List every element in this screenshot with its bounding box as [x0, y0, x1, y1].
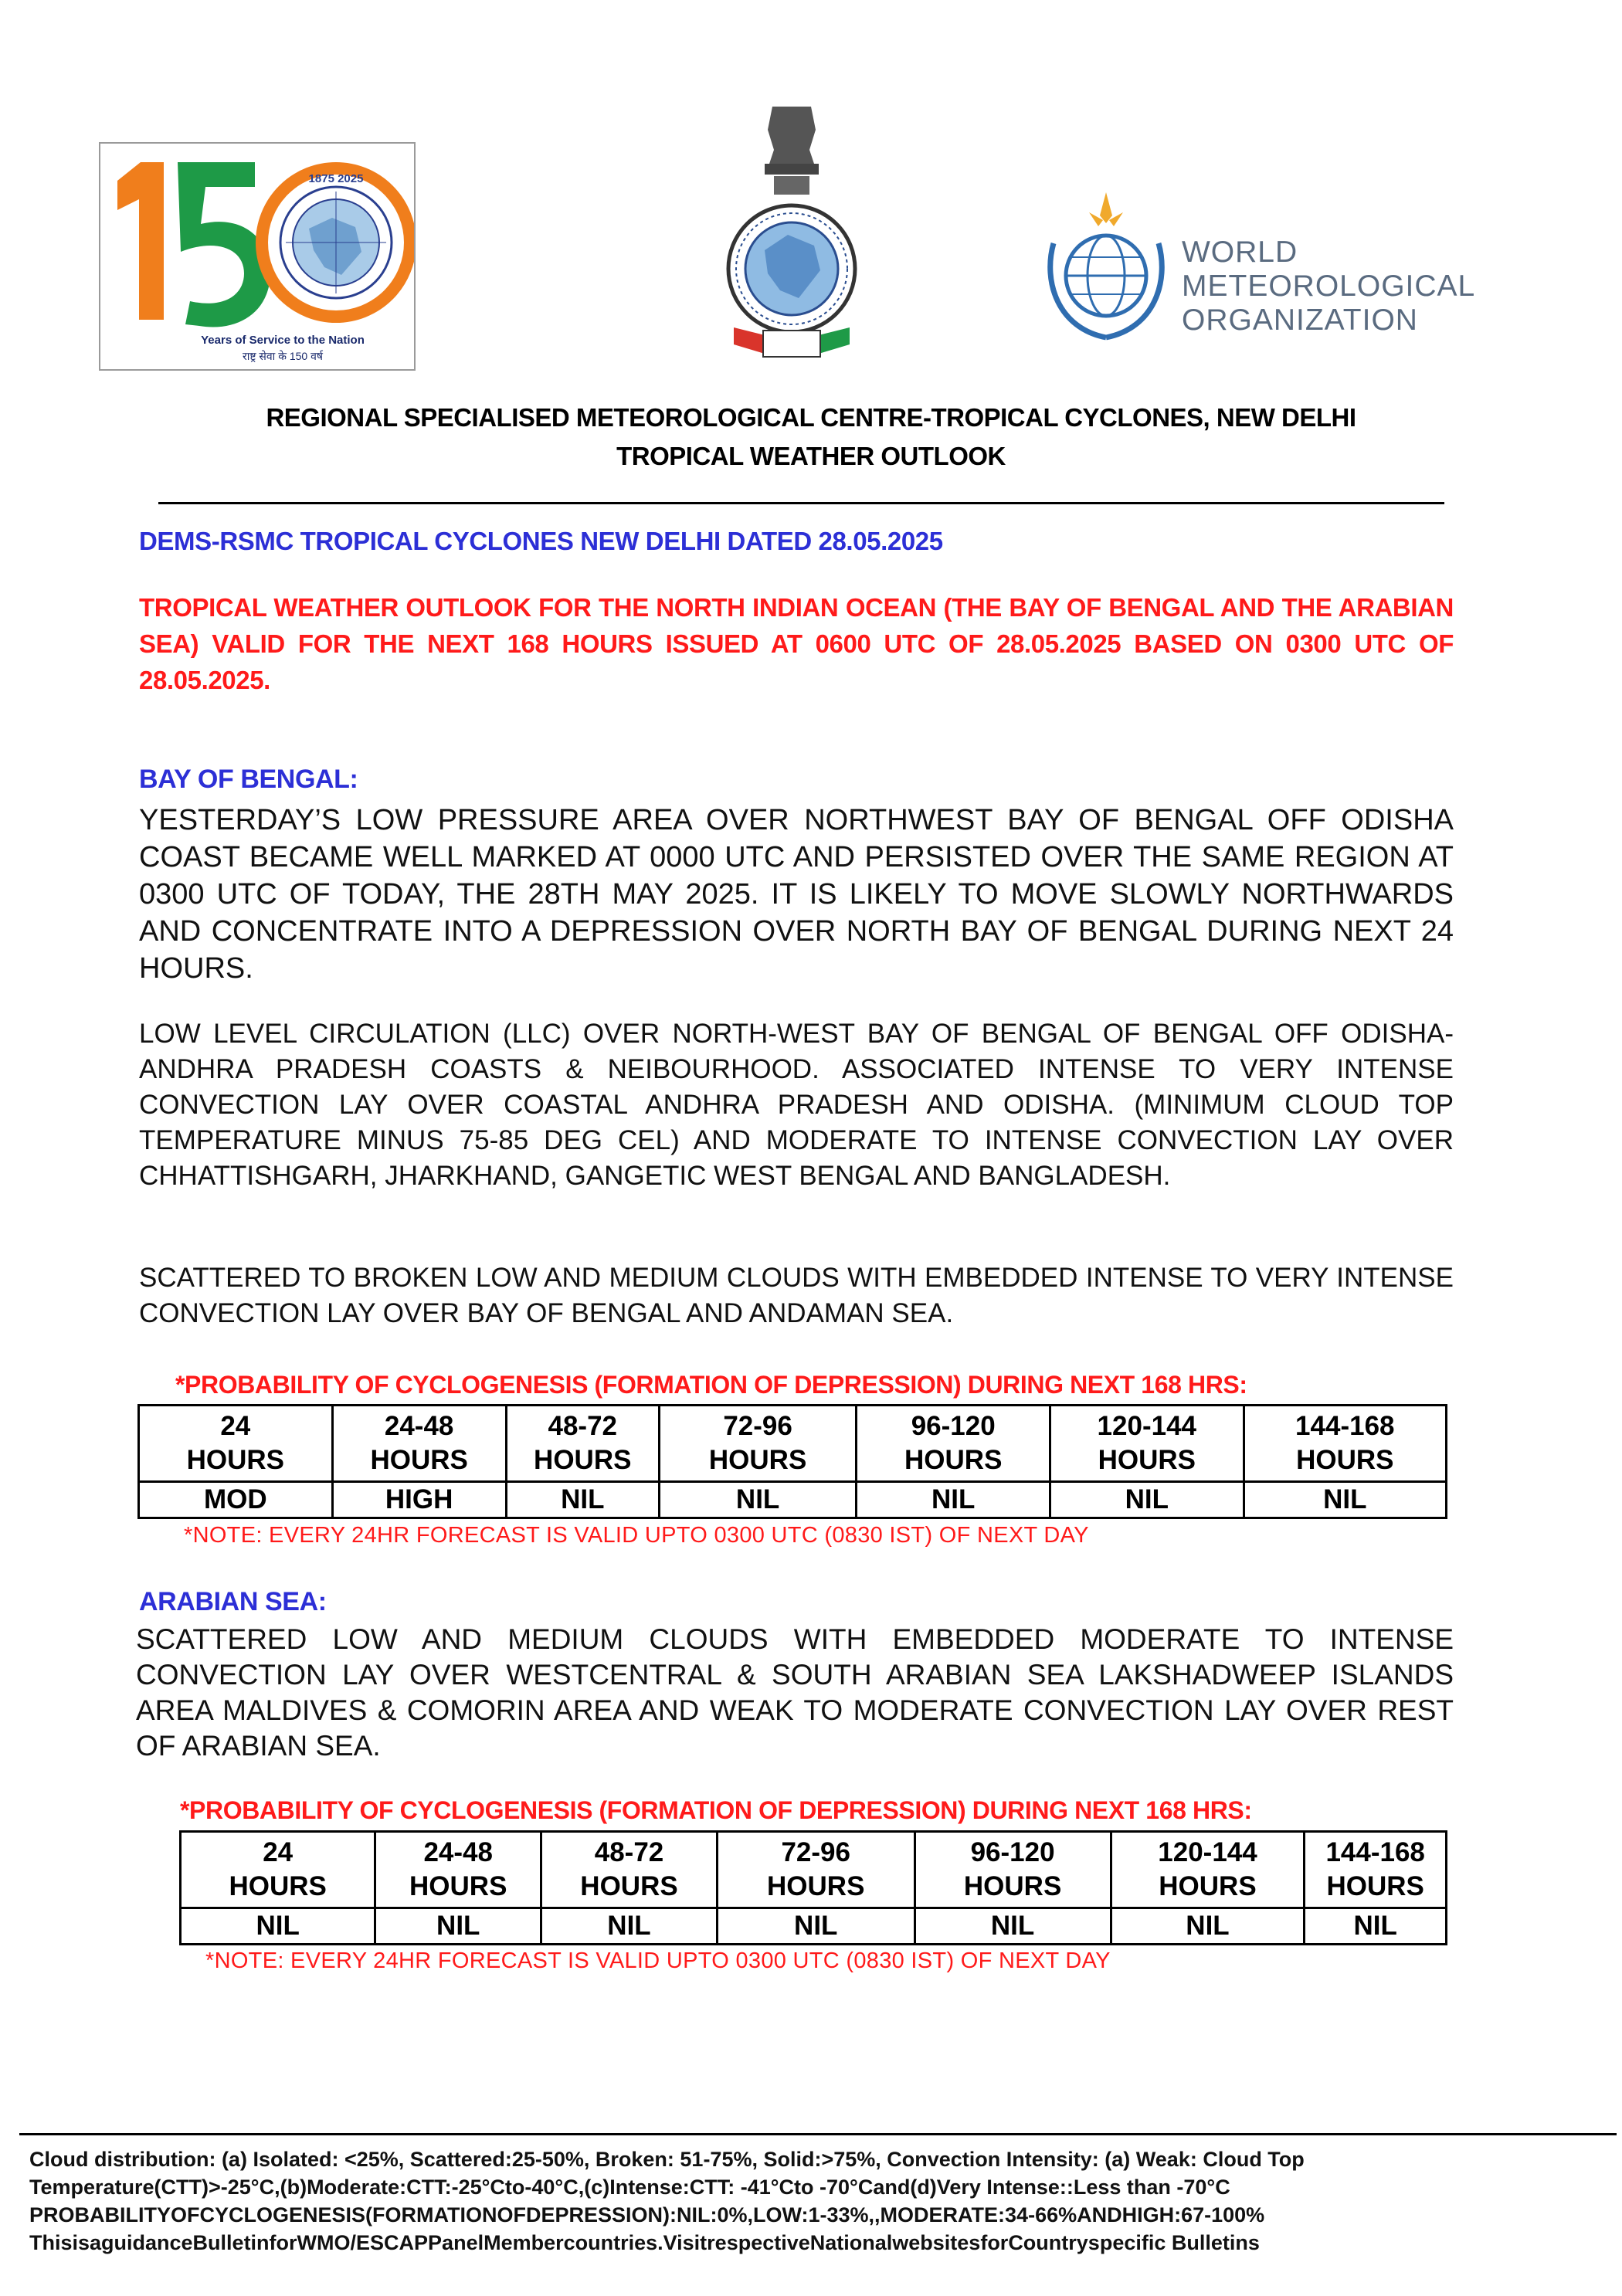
probability-cell: NIL [181, 1908, 375, 1945]
wmo-name-line1: WORLD [1182, 236, 1298, 269]
period-cell: 120-144 HOURS [1050, 1406, 1244, 1482]
wmo-globe-icon [1035, 189, 1174, 344]
imd-150-years-logo [99, 142, 416, 371]
wmo-name-line2: METEOROLOGICAL [1182, 270, 1476, 303]
footer-line-3: PROBABILITYOFCYCLOGENESIS(FORMATIONOFDEPRESSION):NIL:0%,LOW:1-33%,,MODERATE:34-66%ANDHIGH:67-100% [29, 2203, 1265, 2226]
period-cell: 144-168 HOURS [1244, 1406, 1446, 1482]
period-cell: 48-72 HOURS [506, 1406, 659, 1482]
arabian-sea-probability-title: *PROBABILITY OF CYCLOGENESIS (FORMATION OF DEPRESSION) DURING NEXT 168 HRS: [180, 1796, 1252, 1824]
probability-cell: NIL [1111, 1908, 1305, 1945]
probability-cell: MOD [139, 1482, 333, 1518]
footer-line-4: ThisisaguidanceBulletinforWMO/ESCAPPanelMembercountries.VisitrespectiveNationalwebsitesforCountryspecific Bulletins [29, 2231, 1260, 2254]
bay-of-bengal-paragraph-3: SCATTERED TO BROKEN LOW AND MEDIUM CLOUDS WITH EMBEDDED INTENSE TO VERY INTENSE CONVECTION LAY OVER BAY OF BENGAL AND ANDAMAN SEA. [139, 1263, 1454, 1328]
bay-of-bengal-probability-table [137, 1404, 1447, 1519]
period-cell: 96-120 HOURS [857, 1406, 1050, 1482]
wmo-logo [1035, 189, 1476, 344]
period-cell: 96-120 HOURS [914, 1832, 1111, 1908]
footer-line-2: Temperature(CTT)>-25°C,(b)Moderate:CTT:-25°Cto-40°C,(c)Intense:CTT: -41°Cto -70°Cand(d)Very Intense::Less than -70°C [29, 2176, 1230, 2199]
footer-divider [19, 2133, 1617, 2135]
period-cell: 144-168 HOURS [1305, 1832, 1447, 1908]
footer-line-1: Cloud distribution: (a) Isolated: <25%, Scattered:25-50%, Broken: 51-75%, Solid:>75%, Convection Intensity: (a) Weak: Cloud Top [29, 2148, 1305, 2171]
table-header-row [139, 1406, 1447, 1482]
logo150-years: 1875 2025 [308, 172, 364, 185]
arabian-sea-paragraph-1: SCATTERED LOW AND MEDIUM CLOUDS WITH EMBEDDED MODERATE TO INTENSE CONVECTION LAY OVER WESTCENTRAL & SOUTH ARABIAN SEA LAKSHADWEEP ISLANDS AREA MALDIVES & COMORIN AREA AND WEAK TO MODERATE CONVECTION LAY OVER REST OF ARABIAN SEA. [136, 1623, 1454, 1762]
period-cell: 24 HOURS [181, 1832, 375, 1908]
bulletin-date-line: DEMS-RSMC TROPICAL CYCLONES NEW DELHI DATED 28.05.2025 [139, 527, 943, 555]
probability-cell: NIL [1050, 1482, 1244, 1518]
logo150-tagline-hi: राष्ट्र सेवा के 150 वर्ष [243, 350, 323, 362]
bay-of-bengal-heading: BAY OF BENGAL: [139, 765, 358, 794]
probability-cell: NIL [506, 1482, 659, 1518]
wmo-name-line3: ORGANIZATION [1182, 304, 1418, 337]
outlook-statement: TROPICAL WEATHER OUTLOOK FOR THE NORTH INDIAN OCEAN (THE BAY OF BENGAL AND THE ARABIAN SEA) VALID FOR THE NEXT 168 HOURS ISSUED AT 0600 UTC OF 28.05.2025 BASED ON 0300 UTC OF 28.05.2025. [139, 593, 1454, 694]
probability-cell: NIL [1305, 1908, 1447, 1945]
bay-of-bengal-paragraph-2: LOW LEVEL CIRCULATION (LLC) OVER NORTH-WEST BAY OF BENGAL OF BENGAL OFF ODISHA-ANDHRA PRADESH COASTS & NEIBOURHOOD. ASSOCIATED INTENSE TO VERY INTENSE CONVECTION LAY OVER COASTAL ANDHRA PRADESH AND ODISHA. (MINIMUM CLOUD TOP TEMPERATURE MINUS 75-85 DEG CEL) AND MODERATE TO INTENSE CONVECTION LAY OVER CHHATTISHGARH, JHARKHAND, GANGETIC WEST BENGAL AND BANGLADESH. [139, 1019, 1454, 1191]
probability-cell: NIL [857, 1482, 1050, 1518]
ashoka-emblem-icon [718, 99, 865, 377]
arabian-sea-probability-table [179, 1830, 1447, 1945]
probability-cell: NIL [1244, 1482, 1446, 1518]
probability-cell: HIGH [332, 1482, 506, 1518]
arabian-sea-heading: ARABIAN SEA: [139, 1587, 327, 1616]
wmo-name [1182, 236, 1475, 337]
footer-legend [29, 2145, 1540, 2257]
bay-of-bengal-paragraph-1: YESTERDAY’S LOW PRESSURE AREA OVER NORTHWEST BAY OF BENGAL OFF ODISHA COAST BECAME WELL MARKED AT 0000 UTC AND PERSISTED OVER THE SAME REGION AT 0300 UTC OF TODAY, THE 28TH MAY 2025. IT IS LIKELY TO MOVE SLOWLY NORTHWARDS AND CONCENTRATE INTO A DEPRESSION OVER NORTH BAY OF BENGAL DURING NEXT 24 HOURS. [139, 804, 1454, 985]
page-subtitle: TROPICAL WEATHER OUTLOOK [616, 442, 1006, 470]
probability-cell: NIL [659, 1482, 857, 1518]
table-row [181, 1908, 1447, 1945]
probability-cell: NIL [717, 1908, 914, 1945]
period-cell: 120-144 HOURS [1111, 1832, 1305, 1908]
period-cell: 72-96 HOURS [659, 1406, 857, 1482]
probability-cell: NIL [375, 1908, 541, 1945]
logo150-tagline-en: Years of Service to the Nation [201, 334, 365, 347]
period-cell: 72-96 HOURS [717, 1832, 914, 1908]
table-header-row [181, 1832, 1447, 1908]
title-divider [158, 502, 1444, 504]
imd-emblem-logo [718, 99, 865, 377]
bay-of-bengal-note: *NOTE: EVERY 24HR FORECAST IS VALID UPTO 0300 UTC (0830 IST) OF NEXT DAY [184, 1523, 1089, 1548]
arabian-sea-note: *NOTE: EVERY 24HR FORECAST IS VALID UPTO 0300 UTC (0830 IST) OF NEXT DAY [205, 1948, 1111, 1973]
period-cell: 24-48 HOURS [375, 1832, 541, 1908]
period-cell: 24-48 HOURS [332, 1406, 506, 1482]
table-row [139, 1482, 1447, 1518]
period-cell: 48-72 HOURS [541, 1832, 718, 1908]
bay-of-bengal-probability-title: *PROBABILITY OF CYCLOGENESIS (FORMATION OF DEPRESSION) DURING NEXT 168 HRS: [175, 1371, 1247, 1399]
page-title: REGIONAL SPECIALISED METEOROLOGICAL CENTRE-TROPICAL CYCLONES, NEW DELHI [266, 403, 1356, 432]
period-cell: 24 HOURS [139, 1406, 333, 1482]
probability-cell: NIL [914, 1908, 1111, 1945]
probability-cell: NIL [541, 1908, 718, 1945]
